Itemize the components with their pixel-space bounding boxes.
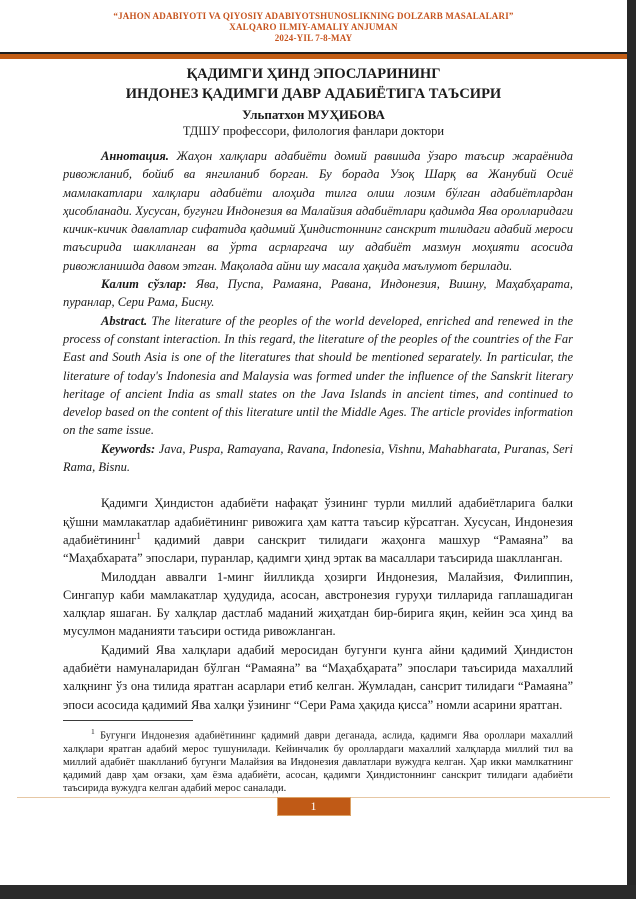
conference-date: 2024-YIL 7-8-MAY [274, 33, 353, 43]
body-paragraph-1-text: Қадимги Ҳиндистон адабиёти нафақат ўзининг турли миллий адабиётларига балки қўшни мамлакатлар адабиётининг ривожига ҳам катта таъсир кўрсатган. Хусусан, Индонезия адабиётининг [63, 496, 573, 547]
conference-subtitle: XALQARO ILMIY-AMALIY ANJUMAN [229, 22, 398, 32]
abstract-en-label: Abstract. [101, 313, 148, 328]
abstract-uz-text: Жаҳон халқлари адабиёти домий равишда ўзаро таъсир жараёнида ривожланиб, бойиб ва янгиланиб борган. Бу борада Узоқ Шарқ ва Жанубий Осиё мамлакатлари халқлари адабиёти алоҳида тилга олиш лозим бўлган адабиётлардан ҳисобланади. Хусусан, бугунги Индонезия ва Малайзия адабиётлари қадимда Ява оролларидаги кичик-кичик давлатлар сифатида қадимий Ҳиндистоннинг санскрит тилидаги адабий мероси таъсирида шаклланган ва ўрта асрларгача шу адабиёт мазмун моҳияти асосида ривожланишда давом этган. Мақолада айни шу масала ҳақида маълумот берилади. [63, 149, 573, 273]
abstract-en-paragraph [63, 312, 573, 440]
keywords-en-label: Keywords: [101, 441, 156, 456]
page-footer [0, 797, 627, 816]
body-paragraph-1 [63, 494, 573, 567]
keywords-uz-paragraph [63, 275, 573, 312]
footnote-area [0, 720, 627, 795]
body-paragraph-1-continuation: қадимий даври санскрит тилидаги жаҳонга машхур “Рамаяна” ва “Маҳабхарата” эпослари, пуранлар, қадимги ҳинд эртак ва масаллари таъсирида шаклланган. [63, 532, 573, 566]
conference-title: “JAHON ADABIYOTI VA QIYOSIY ADABIYOTSHUNOSLIKNING DOLZARB MASALALARI” [113, 11, 514, 21]
footnote-separator-rule [63, 720, 193, 721]
article-title-line2: ИНДОНЕЗ ҚАДИМГИ ДАВР АДАБИЁТИГА ТАЪСИРИ [125, 86, 502, 102]
abstract-uz-label: Аннотация. [101, 149, 169, 163]
viewer-bottom-gutter [0, 885, 636, 899]
conference-header [0, 0, 627, 44]
page-number-badge: 1 [277, 797, 351, 816]
footnote-1-marker: 1 [91, 726, 95, 736]
footnote-1-text: Бугунги Индонезия адабиётининг қадимий даври деганада, аслида, қадимги Ява ороллари махаллий халқлари яратган адабий мерос тушунилади. Кейинчалик бу ороллардаги махаллий халқларда миллий тил ва миллий адабиёт шаклланиб бугунги Малайзия ва Индонезия давлатлари вужудга келган. Ҳар икки мамлкатнинг қадимий давр ҳам оғзаки, ҳам ёзма адабиёти, асосан, қадимги Ҳиндистоннинг санскрит тилидаги адабиёти таъсирида вужудга келган адабий мерос саналади. [63, 730, 573, 795]
body-paragraph-2: Милоддан аввалги 1-минг йилликда ҳозирги Индонезия, Малайзия, Филиппин, Сингапур каби мамлакатлар ҳудудида, асосан, австронезия гуруҳи тилларида гаплашадиган халқлар яшаган. Бу халқлар дастлаб маданий жиҳатдан бир-бирига яқин, кейин эса ҳинд ва мусулмон маданияти таъсири остида ривожланган. [63, 569, 573, 639]
article-title-line1: ҚАДИМГИ ҲИНД ЭПОСЛАРИНИНГ [186, 66, 441, 82]
viewer-right-gutter [627, 0, 636, 899]
abstract-en-text: The literature of the peoples of the world developed, enriched and renewed in the process of constant interaction. In this regard, the literature of the peoples of the countries of the Far East and South Asia is one of the literatures that should be mentioned separately. In particular, the literature of today's Indonesia and Malaysia was formed under the influence of the Sanskrit literary heritage of ancient India as small states on the Java Islands in ancient times, and continued to develop based on the content of this literature until the Middle Ages. The article provides information on the same issue. [63, 313, 574, 438]
body-paragraph-3: Қадимий Ява халқлари адабий меросидан бугунги кунга айни қадимий Ҳиндистон адабиёти намуналаридан бўлган “Рамаяна” ва “Маҳабҳарата” эпослари таъсирида махаллий халқнинг ўз она тилида яратган асарлари етиб келган. Жумладан, сансрит тилидаги “Рамаяна” эпоси асосида қадимий Ява халқи ўзининг “Сери Рама ҳақида қисса” номли асарини яратган. [63, 642, 573, 712]
author-name: Ульпатхон МУҲИБОВА [242, 107, 385, 122]
keywords-en-text: Java, Puspa, Ramayana, Ravana, Indonesia, Vishnu, Mahabharata, Puranas, Seri Rama, Bisnu. [63, 441, 573, 475]
article-body [0, 139, 627, 714]
title-block [0, 64, 627, 139]
footnote-reference-1: 1 [136, 530, 141, 541]
author-affiliation: ТДШУ профессори, филология фанлари доктори [182, 124, 445, 138]
header-divider-rule [0, 52, 627, 59]
footnote-1 [63, 725, 573, 795]
abstract-uz-paragraph [63, 147, 573, 275]
keywords-uz-label: Калит сўзлар: [101, 277, 187, 292]
keywords-uz-text: Ява, Пуспа, Рамаяна, Равана, Индонезия, Вишну, Маҳабҳарата, пуранлар, Сери Рама, Бисну. [63, 277, 574, 310]
keywords-en-paragraph [63, 440, 573, 477]
